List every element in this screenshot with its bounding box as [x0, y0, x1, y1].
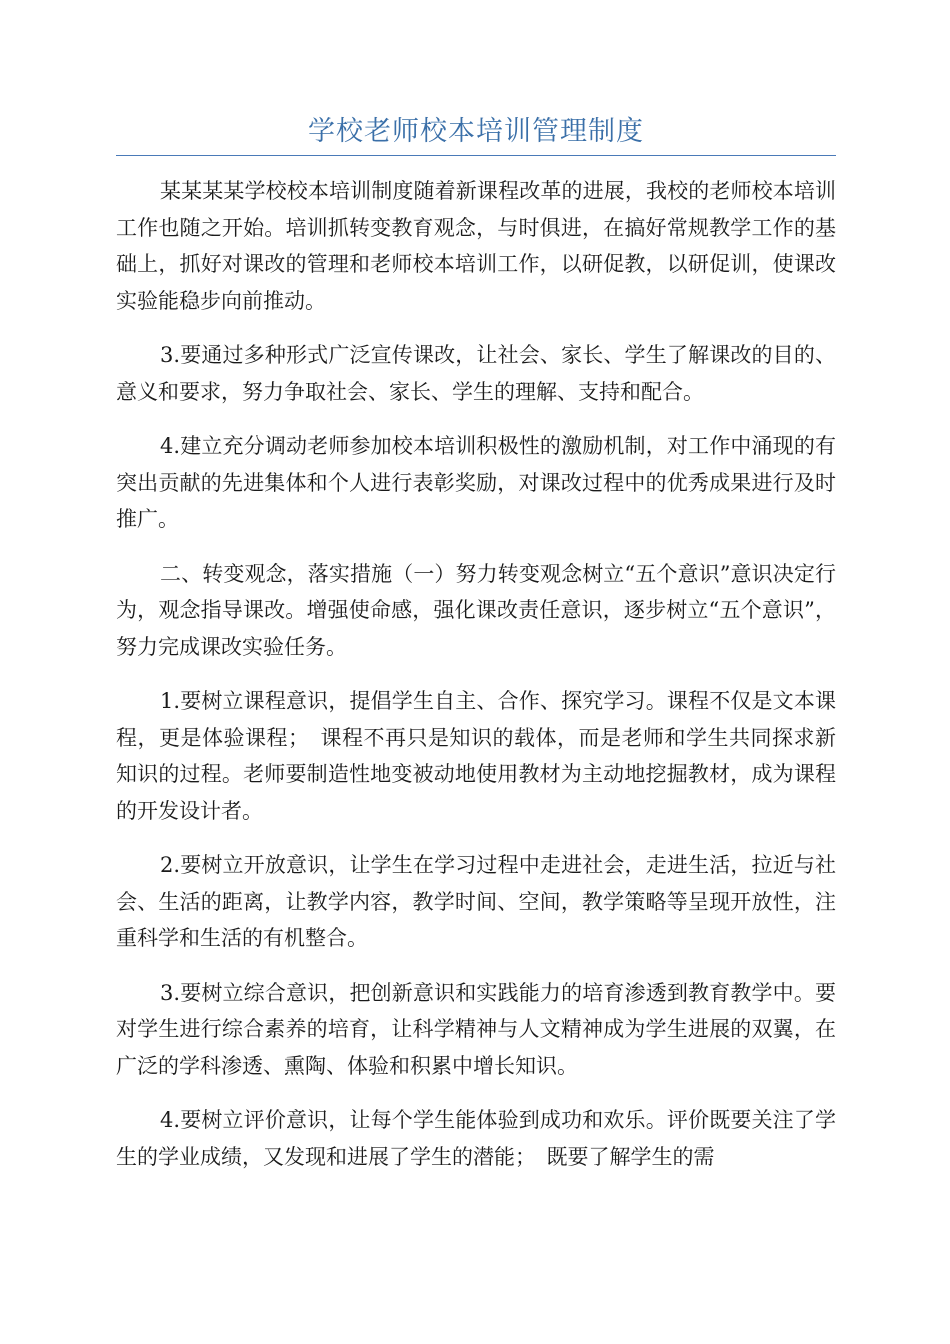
paragraph-curriculum-awareness: 1.要树立课程意识，提倡学生自主、合作、探究学习。课程不仅是文本课程，更是体验课程； 课程不再只是知识的载体，而是老师和学生共同探求新知识的过程。老师要制造性地变被动地使用教材为主动地挖掘教材，成为课程的开发设计者。 — [116, 689, 836, 823]
intro-paragraph: 某某某某学校校本培训制度随着新课程改革的进展，我校的老师校本培训工作也随之开始。培训抓转变教育观念，与时俱进，在搞好常规教学工作的基础上，抓好对课改的管理和老师校本培训工作，以研促教，以研促训，使课改实验能稳步向前推动。 — [116, 179, 836, 313]
paragraph-publicity: 3.要通过多种形式广泛宣传课改，让社会、家长、学生了解课改的目的、意义和要求，努力争取社会、家长、学生的理解、支持和配合。 — [116, 343, 836, 404]
title-underline — [116, 155, 836, 156]
document-title: 学校老师校本培训管理制度 — [308, 116, 644, 147]
paragraph-integration-awareness: 3.要树立综合意识，把创新意识和实践能力的培育渗透到教育教学中。要对学生进行综合素养的培育，让科学精神与人文精神成为学生进展的双翼，在广泛的学科渗透、熏陶、体验和积累中增长知识。 — [116, 980, 836, 1078]
paragraph-incentive: 4.建立充分调动老师参加校本培训积极性的激励机制，对工作中涌现的有突出贡献的先进集体和个人进行表彰奖励，对课改过程中的优秀成果进行及时推广。 — [116, 434, 836, 531]
paragraph-openness-awareness: 2.要树立开放意识，让学生在学习过程中走进社会，走进生活，拉近与社会、生活的距离，让教学内容，教学时间、空间，教学策略等呈现开放性，注重科学和生活的有机整合。 — [116, 853, 836, 950]
document-body — [116, 173, 836, 1193]
section-two-heading-paragraph: 二、转变观念，落实措施（一）努力转变观念树立“五个意识”意识决定行为，观念指导课改。增强使命感，强化课改责任意识，逐步树立“五个意识”，努力完成课改实验任务。 — [116, 561, 836, 659]
paragraph-evaluation-awareness: 4.要树立评价意识，让每个学生能体验到成功和欢乐。评价既要关注了学生的学业成绩，又发现和进展了学生的潜能； 既要了解学生的需 — [116, 1108, 836, 1169]
